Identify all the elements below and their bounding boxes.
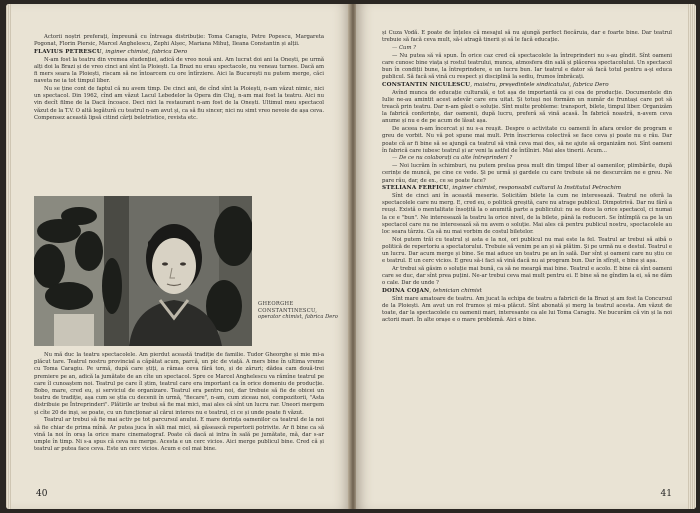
paragraph: Sînt mare amatoare de teatru. Am jucat la echipa de teatru a fabricii de la Brazi și am fost la Concursul de la Ploiești. Am avut un rol frumos și mi-a plăcut. Sînt abonată și merg la teatrul acesta. Am văzut de toate, dar la spectacolele cu oamenii mari, interesante ca ale lui Toma Caragiu. Ne bucurăm că vin și la noi actorii mari. În alte orașe e o mare problemă. Aici e bine.	[382, 295, 672, 324]
caption-role: operator chimist, fabrica Dero	[258, 314, 338, 321]
left-column-top	[34, 34, 324, 122]
interviewee-role: maistru, președintele sindicatului, fabrica Dero	[473, 81, 609, 88]
paragraph: și Cuza Vodă. E poate de înțeles că mesajul să nu ajungă perfect fiecăruia, dar e foarte bine. Dar teatrul trebuie să facă ceva mult, să-i atragă tinerii și să le facă educație.	[382, 30, 672, 44]
photo-caption	[258, 301, 342, 321]
paragraph: Teatrul ar trebui să fie mai activ pe tot parcursul anului. E mare dorința oamenilor ca teatrul de la noi să fie chiar de prima mînă. Ar putea juca în săli mai mici, să găsească repertorii potrivite. Ar fi bine ca să vină la noi în oraș la orice mare cinematograf. Poate că dacă ai intra în sală pe jumătate, mă, dar s-ar umple în timp. Ni s-a spus că ceva nu merge. Acesta e un cerc vicios. Aici merge publicul bine. Cred că și teatrul ar putea face ceva. Este un cerc vicios. Acum e cel mai bine.	[34, 417, 324, 453]
caption-name: GHEORGHE CONSTANTINESCU,	[258, 301, 318, 314]
portrait-illustration	[34, 196, 252, 346]
book-spread	[6, 4, 696, 509]
interviewee-role: inginer chimist, fabrica Dero	[105, 48, 188, 55]
paragraph: Nu mă duc la teatru spectacolele. Am pierdut această tradiție de familie. Tudor Gheorghe și mie mi-a plăcut tare. Teatrul nostru provincial a căpătat acum, parcă, un pic de viață. A mers bine în ultima vreme cu Toma Caragiu. Pe urmă, după care știți, a rămas ceva fără ton, și de zăruri; dădea cam două-trei premiere pe an, adică la jumătate de an cîte un spectacol. Spre ce Marcel Anghelescu va rămîne teatrul pe care îl cunoaștem noi. Teatrul pe care îl știm, teatrul care era important ca în orice domeniu de producție. Bobo, mare, cred eu, și serviciul de organizare. Teatrul era pentru noi, dar trebuie să fie de obicei un teatru de tradiție, așa cum se știa cu decenii în urmă, "fiecare", n-am, cum ziceau noi, compozitorii, "Asta distribuie pe Întreprinderi". Plătirile ar trebui să fie mai mici, mai ales că sînt un lucru rar. Uneori mergem și cîte 20 de inși, se poate, cu un funcționar al cărui interes nu e teatrul, ci ce și unde poate fi văzut.	[34, 352, 324, 416]
left-column-bottom	[34, 352, 324, 454]
question: — Cum ?	[392, 44, 416, 51]
interviewee-role: tehnician chimist	[432, 288, 482, 295]
section-heading: CONSTANTIN NICULESCU, maistru, președintele sindicatului, fabrica Dero	[382, 81, 609, 88]
interviewee-name: DOINA COJAN	[382, 288, 430, 295]
paragraph: — Nu putea să vă spun. În orice caz cred că spectacolele la întreprinderi nu s-au gîndit. Sînt oameni care cunosc bine viața și rostul teatrului, munca, atmosfera din sală și plăcerea spectacolului. Un spectacol bun în condiții bune, la întreprindere, e un lucru bun. Iar teatrul e dator să facă totul pentru a-și educa publicul. Să facă să vină cu respect și disciplină la sediu, frumos îmbrăcați.	[382, 52, 672, 81]
interviewee-name: STELIANA FERFICU	[382, 185, 449, 192]
right-column	[382, 30, 672, 325]
paragraph: Sînt de cinci ani în această meserie. Solicităm bilete la cum ne interesează. Teatrul ne oferă la spectacolele care nu merg. E, cred eu, o politică greșită, care nu atrage publicul. Dimpotrivă. Dar nu fără a reuși. Există o mentalitate însoțită la o anumită parte a publicului: nu se duce la orice spectacol, ci numai la ce e "bun". Ne interesează la teatru la orice nivel, de la bilete, până la reduceri. Se întîmplă ca pe la un spectacol care nu ne interesează să nu avem o soluție. Mai ales că pentru publicul nostru, spectacolele au loc seara târziu. Ca să nu mai vorbim de costul biletelor.	[382, 192, 672, 235]
paragraph: Noi putem trăi cu teatrul și asta e la noi, ori publicul nu mai este la fel. Teatrul ar trebui să aibă o politică de repertoriu a spectatorului. Trebuie să venim pe an și să plătim. Și pe urmă nu e destul. Teatrul e un lucru. Dar acum merge și bine. Se mai aduce un teatru pe an în sală. Dar sînt și oameni care nu știu ce e teatrul. E un cerc vicios. E greu să-i faci să vină dacă nu ai program bun. Dar în sfîrșit, e bine și așa.	[382, 236, 672, 265]
section-heading: FLAVIUS PETRESCU, inginer chimist, fabrica Dero	[34, 48, 188, 55]
interviewee-name: CONSTANTIN NICULESCU	[382, 81, 471, 88]
paragraph: Nu se ține cont de faptul că nu avem timp. De cinci ani, de cînd sînt la Ploiești, n-am văzut nimic, nici un spectacol. Din 1962, cînd am văzut Lacul Lebedelor la Opera din Cluj, n-am mai fost la teatru. Aici nu vin decît filme de la Dacii încoace. Deci nici la restaurant n-am fost de la Onești. Ultimul meu spectacol văzut de la T.V. O altă legătură cu teatrul n-am avut și, ca să fiu sincer, nici nu simt vreo nevoie de așa ceva. Compensez această lipsă citind cărți beletristice, revista etc.	[34, 85, 324, 121]
paragraph: — Noi lucrăm în schimburi, nu putem prelua prea mult din timpul liber al oamenilor, plimbările, după cerințe de muncă, pe cine ce vede. Și pe urmă și gardele cu care trebuie să ne descurcăm ne e greu. Ne pare rău, dar, de ex., ce se poate face?	[382, 163, 672, 184]
paragraph: De aceea n-am încercat și nu s-a reușit. Despre o activitate cu oamenii în afara orelor de program e greu de vorbit. Nu vă pot spune mai mult. Prin înscrierea colectivă se face ceva și poate nu e rău. Dar poate că ar fi bine să se ajungă ca teatrul să vină ceva mai des, să ne ajute să organizăm noi. Sînt oameni în fabrică care iubesc teatrul și ar veni la astfel de întîlniri. Mai ales tinerii. Acum...	[382, 126, 672, 154]
right-page	[356, 4, 696, 509]
paragraph: Ar trebui să găsim o soluție mai bună, ca să ne meargă mai bine. Teatrul e acolo. E bine că sînt oameni care se duc, dar sînt prea puțini. Ne-ar trebui ceva mai mult pentru ei. E bine să ne gîndim la ei, să ne dăm o cale. Dar de unde ?	[382, 266, 672, 287]
left-page-edge	[6, 4, 11, 509]
paragraph: N-am fost la teatru din vremea studenției, adică de vreo nouă ani. Am lucrat doi ani la Onești, pe urmă alți doi la Brazi și de vreo cinci ani sînt la Ploiești. La Brazi nu erau spectacole, nu veneau turnee. Dacă am fi mers seara la Ploiești, riscam să ne întoarcem cu ore întîrziere. Aici la București nu putem merge, căci naveta ne ia tot timpul liber.	[34, 56, 324, 85]
section-heading: DOINA COJAN, tehnician chimist	[382, 288, 482, 295]
page-number-left: 40	[36, 489, 48, 499]
interviewee-photo	[34, 196, 252, 346]
intro-paragraph: Actorii noștri preferați, împreună cu întreaga distribuție: Toma Caragiu, Petre Popescu, Margareta Pogonat, Florin Piersic, Marcel Anghelescu, Zephi Alșec, Mariana Mihuț, Ileana Constantin și alții.	[34, 34, 324, 48]
right-page-edge	[688, 4, 696, 509]
left-page	[6, 4, 350, 509]
page-number-right: 41	[660, 489, 672, 499]
interviewee-role: inginer chimist, responsabil cultural la Institutul Petrochim	[452, 185, 622, 192]
interviewee-name: FLAVIUS PETRESCU	[34, 48, 102, 55]
paragraph: Avînd munca de educație culturală, e tot așa de importantă ca și cea de producție. Documentele din Iulie ne-au amintit acest adevăr care era uitat. Și totuși noi formăm un număr de fruntași care pot să treacă prin teatru. Dar n-am găsit o soluție. Sînt multe probleme: transport, bilete, timpul liber. Organizăm la fabrică conferințe, dar oamenii, după lucru, preferă să vină acasă. În fabrică noastră, n-avem ceva anume și nu e de pe acum de lăsat așa.	[382, 89, 672, 125]
section-heading: STELIANA FERFICU, inginer chimist, responsabil cultural la Institutul Petrochim	[382, 185, 622, 192]
question: — De ce nu colaborați cu alte întreprinderi ?	[392, 155, 513, 162]
